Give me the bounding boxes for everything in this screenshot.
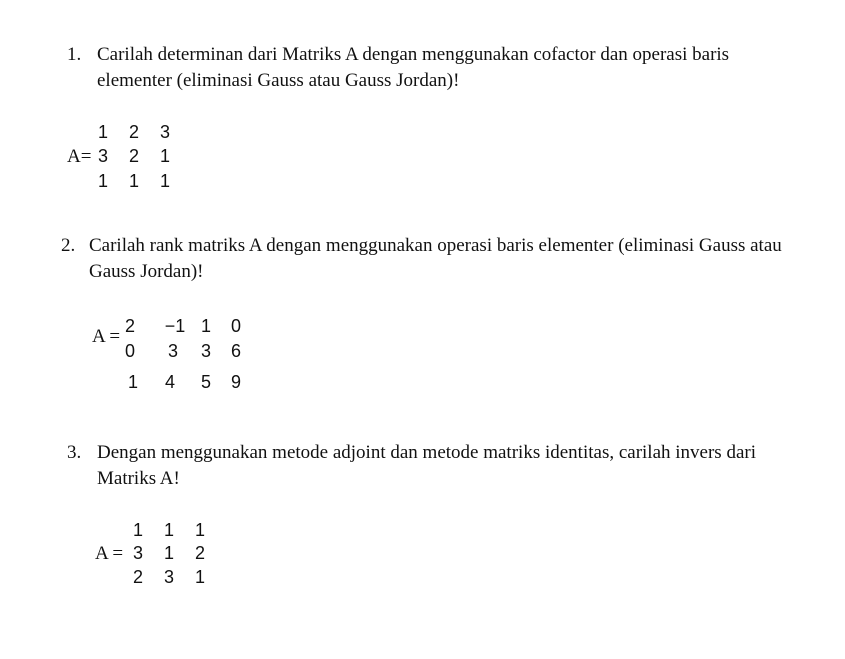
question-text: Carilah rank matriks A dengan menggunakan operasi baris elementer (eliminasi Gauss atau Gauss Jordan)!	[89, 235, 782, 282]
matrix-cell: 1	[132, 520, 143, 540]
matrix-cell: 3	[159, 122, 170, 142]
matrix-cell: 1	[159, 146, 170, 166]
matrix-cell: 1	[194, 567, 205, 587]
matrix-cell: 2	[124, 316, 135, 336]
matrix-cell: 1	[163, 543, 174, 563]
matrix-cell: 5	[200, 372, 211, 392]
matrix-cell: 1	[97, 122, 108, 142]
matrix-cell: 1	[127, 372, 138, 392]
matrix-cell: 9	[230, 372, 241, 392]
matrix-cell: 3	[200, 341, 211, 361]
matrix-cell: 1	[163, 520, 174, 540]
matrix-cell: 2	[194, 543, 205, 563]
matrix-cell: 1	[128, 171, 139, 191]
matrix-cell: 2	[132, 567, 143, 587]
matrix-cell: 3	[97, 146, 108, 166]
matrix-cell: 2	[128, 146, 139, 166]
question-text: Dengan menggunakan metode adjoint dan metode matriks identitas, carilah invers dari Matriks A!	[97, 442, 756, 489]
matrix-cell: 1	[159, 171, 170, 191]
matrix-cell: −1	[164, 316, 186, 336]
question-number: 2.	[61, 235, 76, 256]
matrix-cell: 0	[124, 341, 135, 361]
matrix-cell: 3	[163, 567, 174, 587]
matrix-cell: 1	[200, 316, 211, 336]
matrix-cell: 1	[194, 520, 205, 540]
question-text: Carilah determinan dari Matriks A dengan menggunakan cofactor dan operasi baris elementer (eliminasi Gauss atau Gauss Jordan)!	[97, 44, 730, 91]
matrix-cell: 0	[230, 316, 241, 336]
matrix-label: A=	[67, 146, 92, 167]
matrix-cell: 4	[164, 372, 175, 392]
matrix-cell: 6	[230, 341, 241, 361]
matrix-cell: 1	[97, 171, 108, 191]
question-number: 3.	[67, 442, 82, 463]
matrix-cell: 3	[132, 543, 143, 563]
matrix-cell: 3	[167, 341, 178, 361]
question-number: 1.	[67, 44, 82, 65]
matrix-cell: 2	[128, 122, 139, 142]
matrix-label: A =	[92, 326, 121, 347]
matrix-label: A =	[95, 543, 124, 564]
